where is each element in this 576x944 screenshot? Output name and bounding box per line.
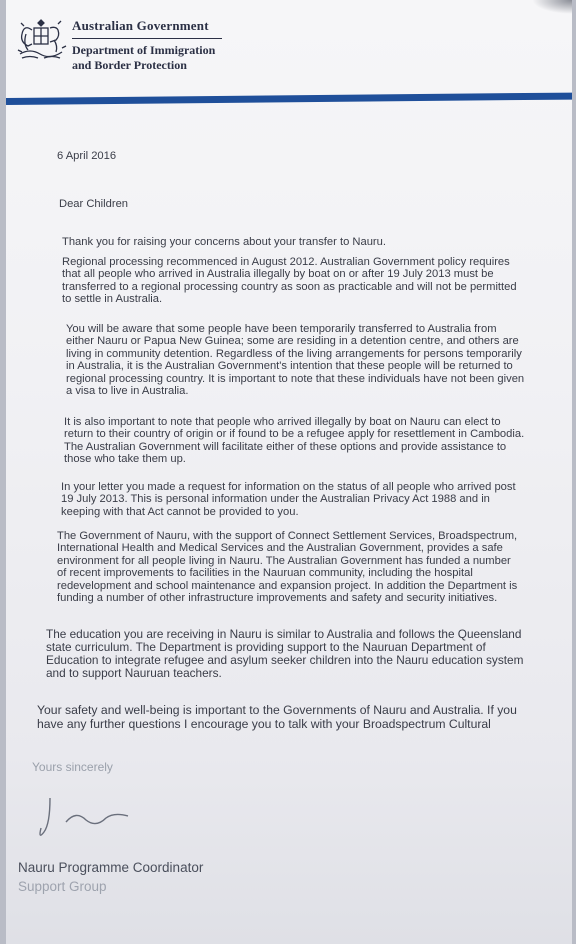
paragraph-1 bbox=[62, 236, 386, 248]
paragraph-line: Regional processing recommenced in August 2012. Australian Government policy requires bbox=[62, 256, 510, 268]
letter-salutation: Dear Children bbox=[59, 198, 129, 210]
paragraph-line: The Government of Nauru, with the support of Connect Settlement Services, Broadspectrum, bbox=[57, 530, 518, 542]
letterhead-blue-band bbox=[6, 92, 572, 105]
paragraph-line: in Australia, it is the Australian Government's intention that these people will be returned to bbox=[66, 360, 513, 373]
paragraph-7 bbox=[46, 628, 523, 680]
paragraph-line: Education to integrate refugee and asylum seeker children into the Nauru education system bbox=[46, 653, 524, 667]
letter-page bbox=[6, 0, 572, 944]
signatory-group: Support Group bbox=[18, 879, 107, 894]
paragraph-line: return to their country of origin or if found to be a refugee apply for resettlement in Cambodia. bbox=[64, 428, 525, 441]
paragraph-line: It is also important to note that people who arrived illegally by boat on Nauru can elect to bbox=[64, 416, 501, 428]
signatory-title: Nauru Programme Coordinator bbox=[18, 860, 204, 875]
paragraph-line: have any further questions I encourage you to talk with your Broadspectrum Cultural bbox=[37, 717, 491, 731]
paragraph-line: environment for all people living in Nauru. The Australian Government has funded a number bbox=[57, 554, 511, 567]
paragraph-line: to settle in Australia. bbox=[62, 293, 163, 306]
paragraph-4 bbox=[64, 416, 524, 466]
paragraph-line: regional processing country. It is important to note that these individuals have not been given bbox=[66, 372, 525, 385]
government-name: Australian Government bbox=[72, 18, 209, 33]
paragraph-line: 19 July 2013. This is personal information under the Australian Privacy Act 1988 and in bbox=[61, 493, 490, 506]
paragraph-line: International Health and Medical Services and the Australian Government, provides a safe bbox=[57, 542, 503, 555]
letterhead bbox=[72, 18, 222, 73]
page-corner-shadow bbox=[532, 0, 572, 14]
department-line-1: Department of Immigration bbox=[72, 43, 216, 57]
paragraph-line: living in community detention. Regardless of the living arrangements for persons temporarily bbox=[66, 347, 522, 360]
paragraph-line: Thank you for raising your concerns about your transfer to Nauru. bbox=[62, 236, 386, 248]
letterhead-rule bbox=[72, 38, 222, 39]
paragraph-line: transferred to a regional processing country as soon as practicable and will not be permitted bbox=[62, 280, 517, 293]
paragraph-line: either Nauru or Papua New Guinea; some are residing in a detention centre, and others are bbox=[66, 335, 519, 348]
paragraph-line: that all people who arrived in Australia illegally by boat on or after 19 July 2013 must be bbox=[62, 268, 494, 281]
letter-date: 6 April 2016 bbox=[57, 150, 117, 162]
closing-phrase: Yours sincerely bbox=[32, 760, 113, 774]
paragraph-line: The education you are receiving in Nauru is similar to Australia and follows the Queensland bbox=[46, 627, 522, 641]
paragraph-line: those who take them up. bbox=[64, 453, 186, 466]
paragraph-line: funding a number of other infrastructure improvements and safety and security initiatives. bbox=[57, 592, 498, 605]
paragraph-line: of recent improvements to facilities in the Nauruan community, including the hospital bbox=[57, 567, 473, 580]
paragraph-line: a visa to live in Australia. bbox=[66, 385, 189, 398]
paragraph-3 bbox=[66, 323, 524, 397]
paragraph-line: state curriculum. The Department is providing support to the Nauruan Department of bbox=[46, 640, 486, 654]
paragraph-line: and to support Nauruan teachers. bbox=[46, 666, 222, 680]
paragraph-2 bbox=[62, 256, 517, 306]
paragraph-8 bbox=[37, 703, 517, 731]
paragraph-line: You will be aware that some people have been temporarily transferred to Australia from bbox=[66, 323, 497, 335]
signature-drawing bbox=[36, 792, 146, 852]
department-line-2: and Border Protection bbox=[72, 58, 187, 72]
paragraph-5 bbox=[61, 481, 516, 518]
signatory-block bbox=[18, 858, 203, 896]
paragraph-line: Your safety and well-being is important to the Governments of Nauru and Australia. If you bbox=[37, 703, 517, 717]
paragraph-6 bbox=[57, 530, 517, 604]
paragraph-line: The Australian Government will facilitate either of these options and provide assistance to bbox=[64, 440, 507, 453]
coat-of-arms-icon bbox=[14, 14, 68, 66]
paragraph-line: In your letter you made a request for information on the status of all people who arrived post bbox=[61, 481, 516, 493]
paragraph-line: redevelopment and school maintenance and expansion project. In addition the Department is bbox=[57, 579, 518, 592]
paragraph-line: keeping with that Act cannot be provided to you. bbox=[61, 505, 299, 518]
